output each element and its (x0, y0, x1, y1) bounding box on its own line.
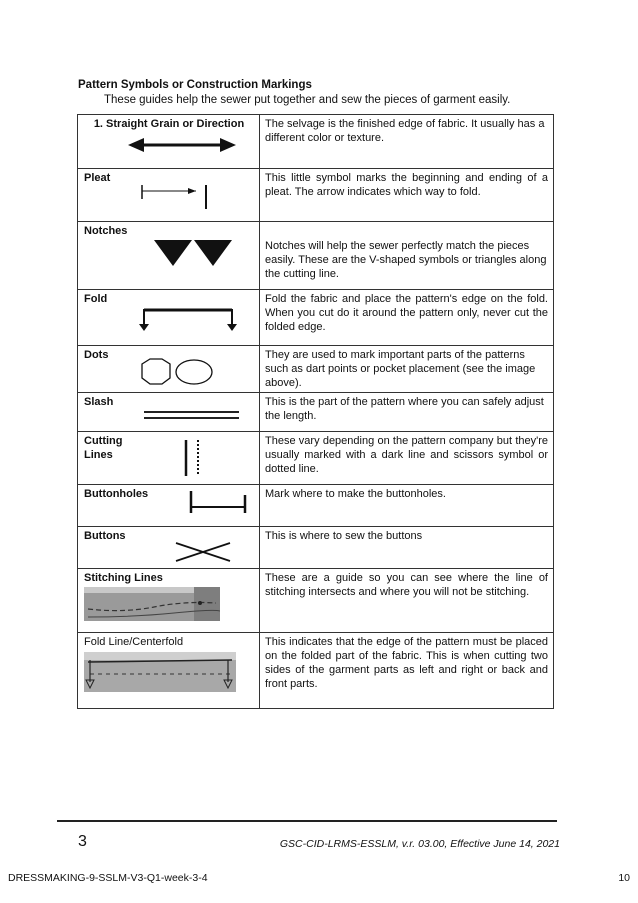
table-row (78, 290, 554, 346)
symbol-cell (78, 633, 260, 709)
symbol-description: Fold the fabric and place the pattern's edge on the fold. When you cut do it around the pattern only, never cut the folded edge. (265, 293, 548, 333)
symbols-table (77, 114, 554, 709)
symbol-label: Fold Line/Centerfold (84, 636, 184, 648)
description-cell (260, 527, 554, 569)
symbol-description: This is where to sew the buttons (265, 530, 423, 542)
symbol-label: Stitching Lines (84, 572, 163, 584)
symbol-cell (78, 222, 260, 290)
symbol-cell (78, 393, 260, 432)
table-row (78, 633, 554, 709)
symbol-cell (78, 169, 260, 222)
double-arrow-icon (84, 131, 242, 159)
document-code: GSC-CID-LRMS-ESSLM, v.r. 03.00, Effective June 14, 2021 (279, 838, 560, 850)
symbol-label: 1. Straight Grain or Direction (93, 118, 245, 130)
description-cell (260, 115, 554, 169)
symbol-label: Notches (84, 225, 128, 237)
symbol-description: These are a guide so you can see where the line of stitching intersects and where you will not be stitching. (265, 572, 548, 598)
description-cell (260, 290, 554, 346)
symbol-cell (78, 527, 260, 569)
symbol-description: Mark where to make the buttonholes. (265, 488, 446, 500)
table-row (78, 485, 554, 527)
sheet-number: 10 (618, 872, 630, 884)
symbol-cell (78, 569, 260, 633)
table-row (78, 527, 554, 569)
description-cell (260, 169, 554, 222)
symbol-cell (78, 115, 260, 169)
description-cell (260, 346, 554, 393)
table-row (78, 222, 554, 290)
symbol-label: Pleat (84, 172, 111, 184)
pleat-arrow-icon (84, 185, 242, 209)
table-row (78, 115, 554, 169)
intro-text: These guides help the sewer put together and sew the pieces of garment easily. (104, 94, 511, 106)
table-row (78, 393, 554, 432)
footer-divider (57, 820, 557, 822)
page-number: 3 (78, 833, 87, 850)
description-cell (260, 633, 554, 709)
symbol-label: Slash (84, 396, 114, 408)
symbol-description: They are used to mark important parts of the patterns such as dart points or pocket placement (see the image above). (265, 349, 536, 389)
module-code: DRESSMAKING-9-SSLM-V3-Q1-week-3-4 (8, 872, 208, 884)
buttonhole-icon (173, 489, 253, 519)
table-row (78, 569, 554, 633)
table-row (78, 346, 554, 393)
symbol-cell (78, 290, 260, 346)
symbol-cell (78, 485, 260, 527)
symbol-label: Cutting Lines (84, 435, 123, 461)
symbol-description: This is the part of the pattern where you can safely adjust the length. (265, 396, 544, 422)
dot-circles-icon (84, 358, 242, 386)
symbol-cell (78, 346, 260, 393)
fold-bracket-icon (84, 306, 242, 332)
symbol-description: The selvage is the finished edge of fabric. It usually has a different color or texture. (265, 118, 545, 144)
symbol-description: These vary depending on the pattern company but they're usually marked with a dark line and scissors symbol or dotted line. (265, 435, 548, 475)
description-cell (260, 222, 554, 290)
symbol-label: Fold (84, 293, 108, 305)
symbol-description: Notches will help the sewer perfectly match the pieces easily. These are the V-shaped symbols or triangles along the cutting line. (265, 239, 547, 280)
symbol-label: Buttons (84, 530, 126, 542)
table-row (78, 432, 554, 485)
symbol-label: Dots (84, 349, 109, 361)
table-row (78, 169, 554, 222)
symbol-description: This little symbol marks the beginning and ending of a pleat. The arrow indicates which way to fold. (265, 172, 548, 198)
button-cross-icon (174, 541, 234, 563)
symbol-cell (78, 432, 260, 485)
notch-triangles-icon (84, 238, 242, 268)
cutting-line-icon (178, 438, 218, 478)
description-cell (260, 393, 554, 432)
symbol-description: This indicates that the edge of the pattern must be placed on the folded part of the fabric. This is when cutting two sides of the garment parts as left and right or back and front parts. (265, 636, 548, 690)
description-cell (260, 485, 554, 527)
fold-line-photo (84, 652, 236, 692)
symbol-label: Buttonholes (84, 488, 149, 500)
description-cell (260, 432, 554, 485)
stitching-photo (84, 587, 220, 621)
double-line-icon (84, 409, 242, 423)
section-heading: Pattern Symbols or Construction Markings (78, 79, 312, 91)
description-cell (260, 569, 554, 633)
